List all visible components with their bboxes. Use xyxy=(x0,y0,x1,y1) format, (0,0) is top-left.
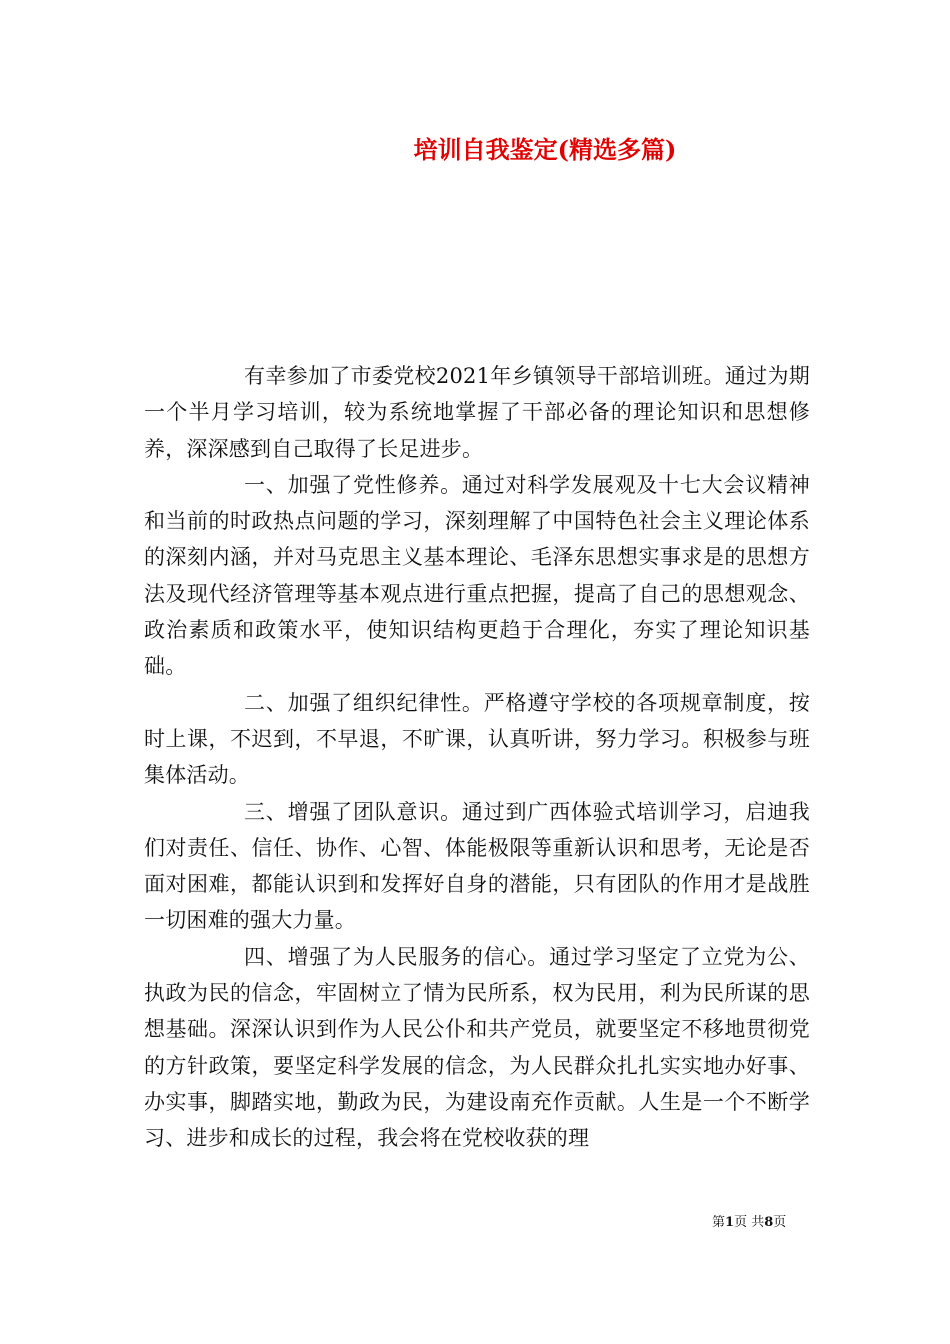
paragraph-party-spirit: 一、加强了党性修养。通过对科学发展观及十七大会议精神和当前的时政热点问题的学习，深刻理解了中国特色社会主义理论体系的深刻内涵，并对马克思主义基本理论、毛泽东思想实事求是的思想方法及现代经济管理等基本观点进行重点把握，提高了自己的思想观念、政治素质和政策水平，使知识结构更趋于合理化，夯实了理论知识基础。 xyxy=(144,472,810,679)
page-footer xyxy=(712,1214,786,1232)
document-title: 培训自我鉴定(精选多篇) xyxy=(413,135,677,164)
paragraph-serve-people: 四、增强了为人民服务的信心。通过学习坚定了立党为公、执政为民的信念，牢固树立了情为民所系，权为民用，利为民所谋的思想基础。深深认识到作为人民公仆和共产党员，就要坚定不移地贯彻党的方针政策，要坚定科学发展的信念，为人民群众扎扎实实地办好事、办实事，脚踏实地，勤政为民，为建设南充作贡献。人生是一个不断学习、进步和成长的过程，我会将在党校收获的理 xyxy=(144,944,810,1151)
footer-suffix: 页 xyxy=(773,1215,787,1230)
paragraph-discipline: 二、加强了组织纪律性。严格遵守学校的各项规章制度，按时上课，不迟到，不早退，不旷课，认真听讲，努力学习。积极参与班集体活动。 xyxy=(144,690,810,788)
footer-total-pages: 8 xyxy=(764,1215,774,1230)
paragraph-intro: 有幸参加了市委党校2021年乡镇领导干部培训班。通过为期一个半月学习培训，较为系统地掌握了干部必备的理论知识和思想修养，深深感到自己取得了长足进步。 xyxy=(144,364,810,461)
paragraph-teamwork: 三、增强了团队意识。通过到广西体验式培训学习，启迪我们对责任、信任、协作、心智、体能极限等重新认识和思考，无论是否面对困难，都能认识到和发挥好自身的潜能，只有团队的作用才是战胜一切困难的强大力量。 xyxy=(144,799,810,933)
document-body xyxy=(144,358,810,1157)
footer-prefix: 第 xyxy=(712,1215,726,1230)
footer-middle: 页 共 xyxy=(734,1215,765,1230)
footer-current-page: 1 xyxy=(725,1215,735,1230)
